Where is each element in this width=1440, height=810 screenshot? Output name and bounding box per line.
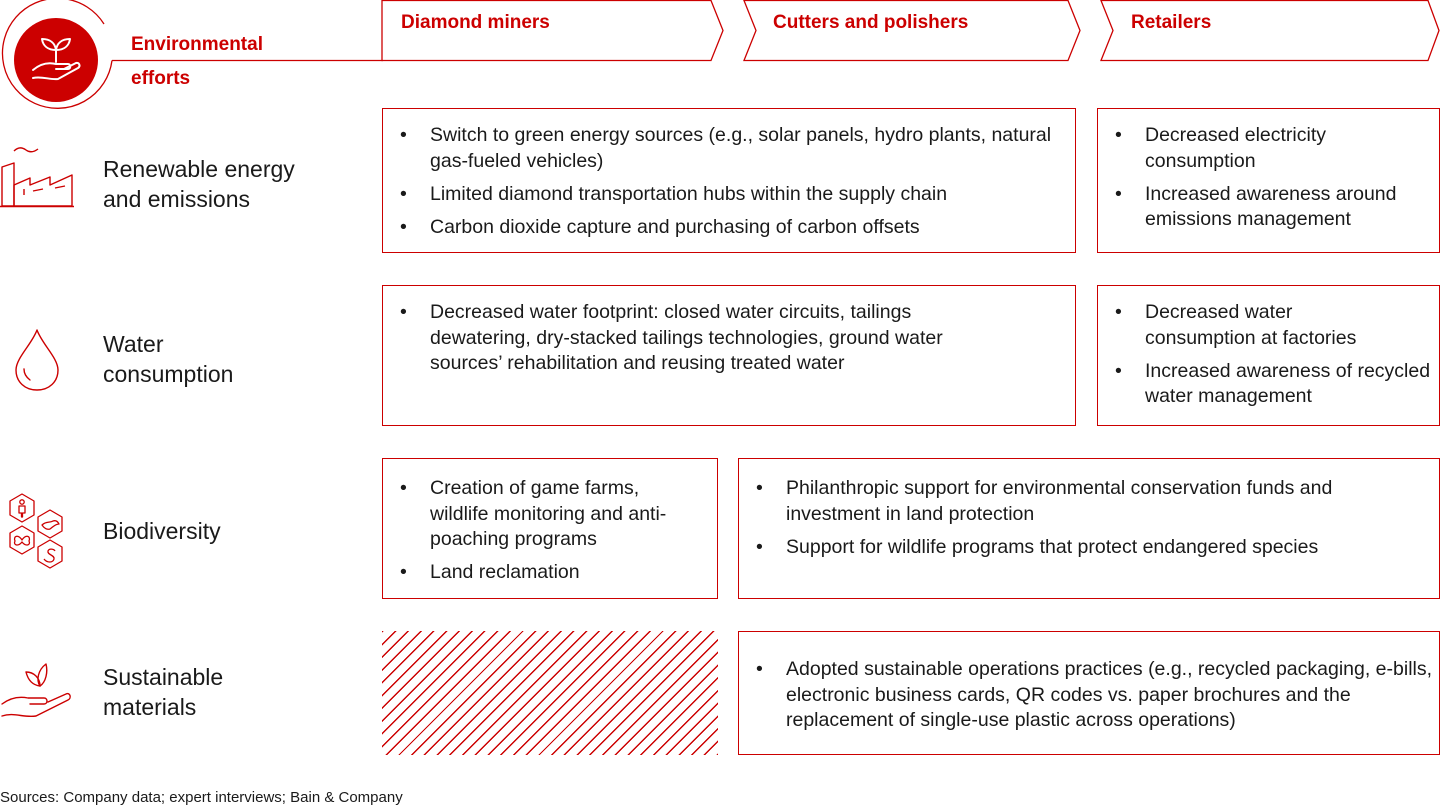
header-title-line1: Environmental <box>131 34 263 55</box>
bullet-item: • Decreased electricity consumption <box>1098 123 1439 174</box>
bullet-item: • Increased awareness of recycled water management <box>1098 359 1439 410</box>
bullet-item: • Adopted sustainable operations practices (e.g., recycled packaging, e-bills, electronic business cards, QR codes vs. paper brochures and the replacement of single-use plastic across operations) <box>739 657 1439 734</box>
factory-icon <box>0 145 76 211</box>
row-label-materials-2: materials <box>103 694 197 720</box>
cell-biodiversity-miners <box>382 458 718 599</box>
bullet-item: • Philanthropic support for environmental conservation funds and investment in land protection <box>739 476 1439 527</box>
stage-label-retailers: Retailers <box>1131 12 1212 33</box>
cell-renewable-retailers <box>1097 108 1440 253</box>
cell-renewable-miners-cutters <box>382 108 1076 253</box>
bullet-item: • Support for wildlife programs that protect endangered species <box>739 535 1439 561</box>
bullet-item: • Carbon dioxide capture and purchasing of carbon offsets <box>383 215 1075 241</box>
bullet-item: • Decreased water footprint: closed water circuits, tailings dewatering, dry-stacked tailings technologies, ground water sources’ rehabilitation and reusing treated water <box>383 300 1075 377</box>
header-title-line2: efforts <box>131 68 191 89</box>
source-note: Sources: Company data; expert interviews; Bain & Company <box>0 789 403 806</box>
cell-materials-cutters-retailers <box>738 631 1440 755</box>
row-label-renewable-1: Renewable energy <box>103 156 295 182</box>
row-label-biodiversity: Biodiversity <box>103 518 221 544</box>
hand-leaf-icon <box>0 660 76 720</box>
cell-biodiversity-cutters-retailers <box>738 458 1440 599</box>
stage-label-miners: Diamond miners <box>401 12 550 33</box>
row-label-water-2: consumption <box>103 361 234 387</box>
bullet-item: • Creation of game farms, wildlife monitoring and anti-poaching programs <box>383 476 717 553</box>
cell-water-retailers <box>1097 285 1440 426</box>
row-label-materials-1: Sustainable <box>103 664 224 690</box>
bullet-item: • Increased awareness around emissions management <box>1098 182 1439 233</box>
cell-water-miners-cutters <box>382 285 1076 426</box>
empty-cell-hatched <box>382 631 718 755</box>
bullet-item: • Decreased water consumption at factories <box>1098 300 1439 351</box>
biodiversity-hexagons-icon <box>6 493 68 569</box>
row-label-water-1: Water <box>103 331 164 357</box>
bullet-item: • Land reclamation <box>383 560 717 586</box>
water-drop-icon <box>12 328 62 392</box>
bullet-item: • Limited diamond transportation hubs within the supply chain <box>383 182 1075 208</box>
header-graphic <box>0 0 1440 120</box>
bullet-item: • Switch to green energy sources (e.g., solar panels, hydro plants, natural gas-fueled vehicles) <box>383 123 1075 174</box>
stage-label-cutters: Cutters and polishers <box>773 12 969 33</box>
row-label-renewable-2: and emissions <box>103 186 251 212</box>
